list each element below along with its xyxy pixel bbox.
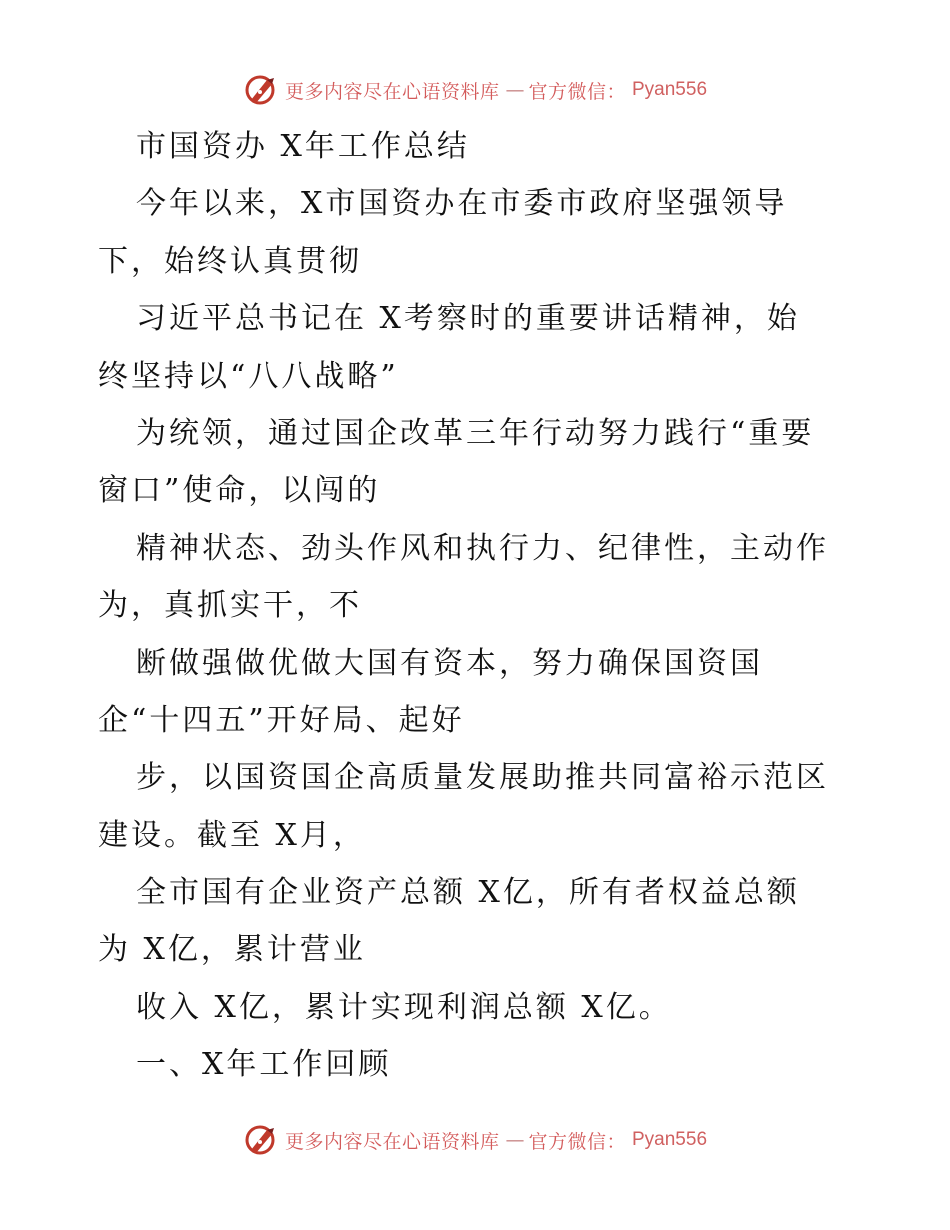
paragraph-line: 为，真抓实干，不 (98, 588, 362, 624)
pen-nib-logo-icon (243, 72, 279, 108)
watermark-id: Pyan556 (632, 1129, 708, 1150)
paragraph-line: 为统领，通过国企改革三年行动努力践行“重要 (136, 415, 815, 451)
watermark-dash: — (505, 79, 523, 101)
paragraph-line: 建设。截至 X月， (98, 817, 366, 853)
paragraph-line: 收入 X亿，累计实现利润总额 X亿。 (136, 989, 672, 1025)
paragraph-line: 窗口”使命，以闯的 (98, 473, 381, 509)
paragraph-line: 企“十四五”开好局、起好 (98, 702, 465, 738)
document-body (98, 118, 858, 1094)
watermark-banner-top (0, 70, 950, 110)
paragraph-line: 全市国有企业资产总额 X亿，所有者权益总额 (136, 875, 800, 911)
section-heading: 一、X年工作回顾 (136, 1047, 392, 1083)
paragraph-line: 习近平总书记在 X考察时的重要讲话精神，始 (136, 301, 800, 337)
watermark-label: 官方微信： (528, 1130, 626, 1153)
watermark-id: Pyan556 (632, 79, 708, 100)
pen-nib-logo-icon (243, 1122, 279, 1158)
document-title: 市国资办 X年工作总结 (136, 129, 470, 164)
watermark-text: 更多内容尽在心语资料库 (284, 80, 500, 103)
watermark-dash: — (505, 1129, 523, 1151)
paragraph-line: 为 X亿，累计营业 (98, 932, 366, 968)
paragraph-line: 终坚持以“八八战略” (98, 358, 399, 394)
watermark-label: 官方微信： (528, 80, 626, 103)
watermark-text: 更多内容尽在心语资料库 (284, 1130, 500, 1153)
paragraph-line: 步，以国资国企高质量发展助推共同富裕示范区 (136, 760, 829, 796)
paragraph-line: 精神状态、劲头作风和执行力、纪律性，主动作 (136, 530, 829, 566)
paragraph-line: 下，始终认真贯彻 (98, 243, 362, 279)
paragraph-line: 断做强做优做大国有资本，努力确保国资国 (136, 645, 763, 681)
paragraph-line: 今年以来，X市国资办在市委市政府坚强领导 (136, 186, 788, 222)
watermark-banner-bottom (0, 1120, 950, 1160)
